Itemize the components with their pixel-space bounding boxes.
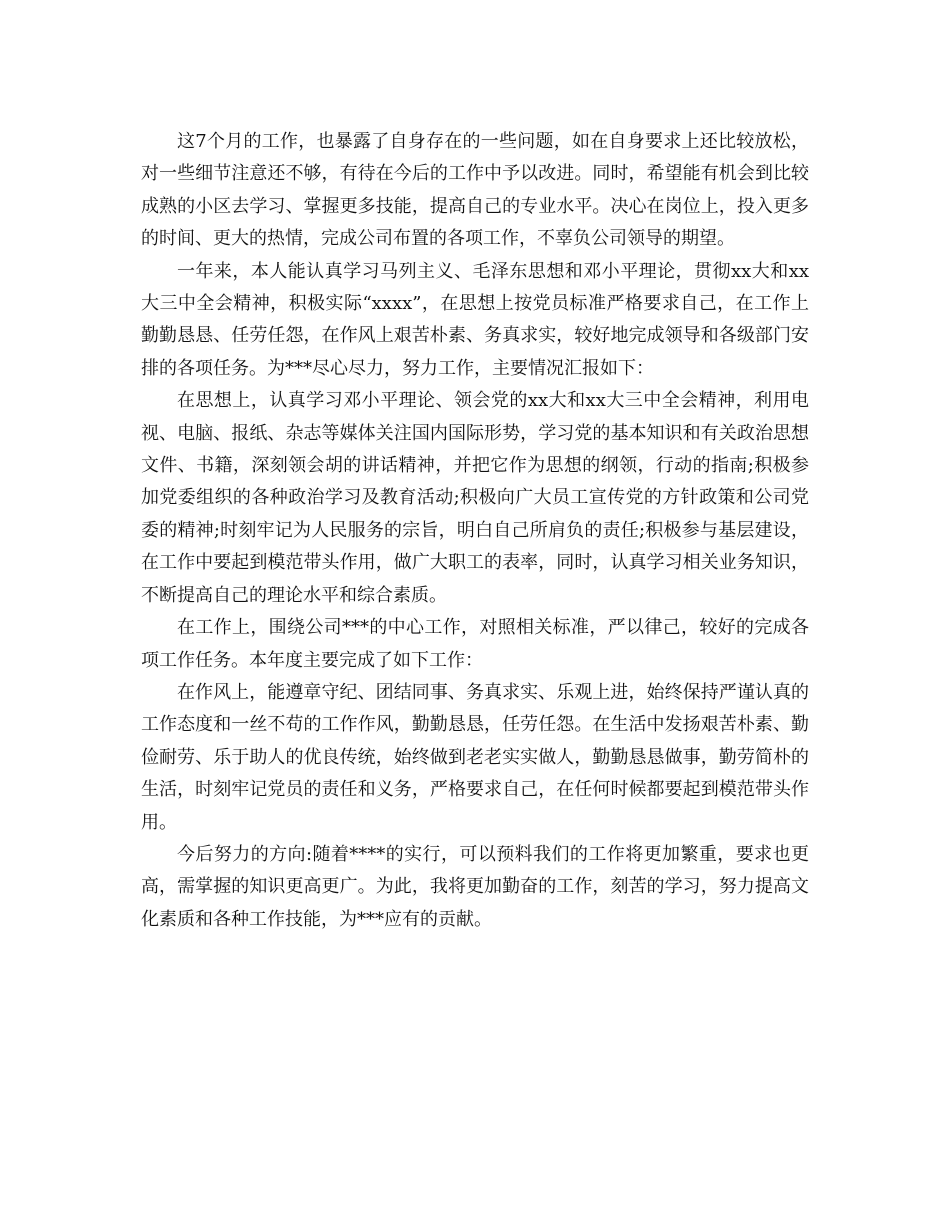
paragraph-future-direction: 今后努力的方向:随着****的实行，可以预料我们的工作将更加繁重，要求也更高，需掌握的知识更高更广。为此，我将更加勤奋的工作，刻苦的学习，努力提高文化素质和各种工作技能，为***应有的贡献。	[141, 843, 809, 930]
paragraph-annual-summary: 一年来，本人能认真学习马列主义、毛泽东思想和邓小平理论，贯彻xx大和xx大三中全会精神，积极实际“xxxx”，在思想上按党员标准严格要求自己，在工作上勤勤恳恳、任劳任怨，在作风上艰苦朴素、务真求实，较好地完成领导和各级部门安排的各项任务。为***尽心尽力，努力工作，主要情况汇报如下：	[141, 260, 809, 379]
paragraph-ideology: 在思想上，认真学习邓小平理论、领会党的xx大和xx大三中全会精神，利用电视、电脑、报纸、杂志等媒体关注国内国际形势，学习党的基本知识和有关政治思想文件、书籍，深刻领会胡的讲话精神，并把它作为思想的纲领，行动的指南;积极参加党委组织的各种政治学习及教育活动;积极向广大员工宣传党的方针政策和公司党委的精神;时刻牢记为人民服务的宗旨，明白自己所肩负的责任;积极参与基层建设，在工作中要起到模范带头作用，做广大职工的表率，同时，认真学习相关业务知识，不断提高自己的理论水平和综合素质。	[141, 390, 809, 606]
paragraph-work: 在工作上，围绕公司***的中心工作，对照相关标准，严以律己，较好的完成各项工作任务。本年度主要完成了如下工作：	[141, 617, 809, 671]
document-body	[141, 126, 809, 936]
paragraph-self-reflection: 这7个月的工作，也暴露了自身存在的一些问题，如在自身要求上还比较放松，对一些细节注意还不够，有待在今后的工作中予以改进。同时，希望能有机会到比较成熟的小区去学习、掌握更多技能，提高自己的专业水平。决心在岗位上，投入更多的时间、更大的热情，完成公司布置的各项工作，不辜负公司领导的期望。	[141, 131, 809, 250]
paragraph-work-style: 在作风上，能遵章守纪、团结同事、务真求实、乐观上进，始终保持严谨认真的工作态度和一丝不苟的工作作风，勤勤恳恳，任劳任怨。在生活中发扬艰苦朴素、勤俭耐劳、乐于助人的优良传统，始终做到老老实实做人，勤勤恳恳做事，勤劳简朴的生活，时刻牢记党员的责任和义务，严格要求自己，在任何时候都要起到模范带头作用。	[141, 681, 809, 833]
